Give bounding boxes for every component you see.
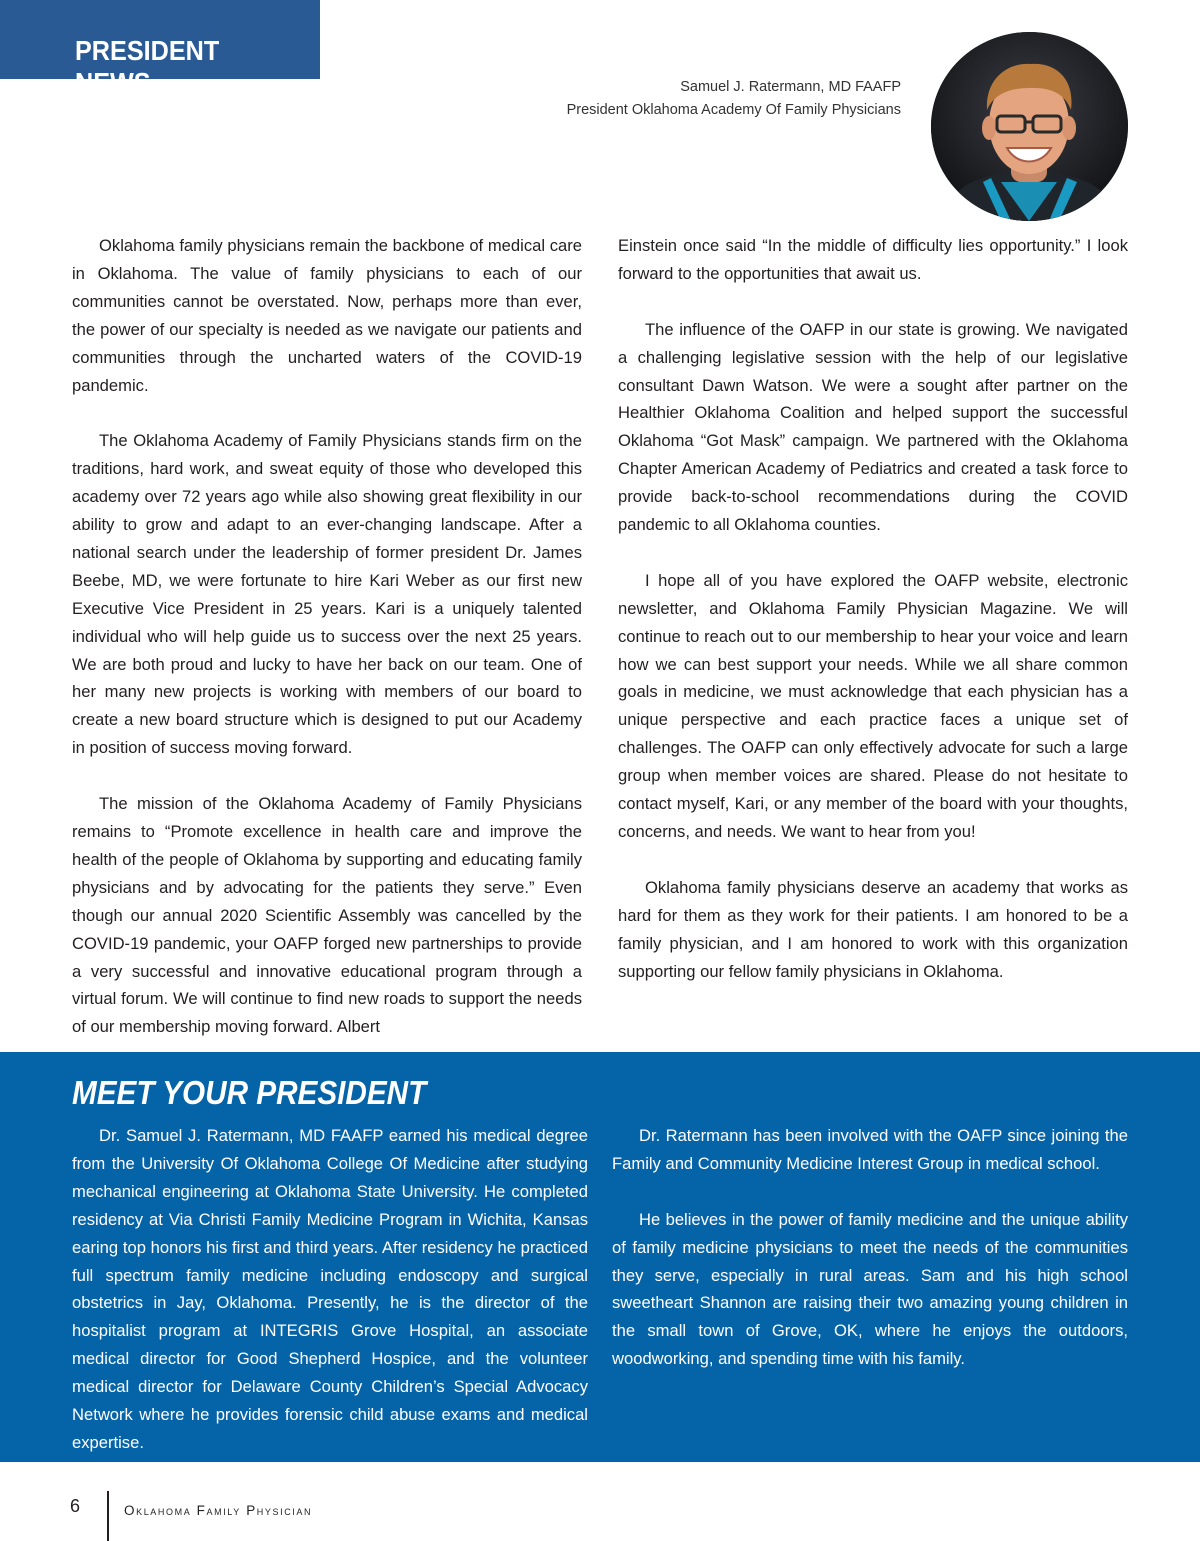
meet-paragraph: Dr. Samuel J. Ratermann, MD FAAFP earned his medical degree from the University Of Oklahoma College Of Medicine after studying mechanical engineering at Oklahoma State University. He completed residency at Via Christi Family Medicine Program in Wichita, Kansas earing top honors his first and third years. After residency he practiced full spectrum family medicine including endoscopy and surgical obstetrics in Jay, Oklahoma. Presently, he is the director of the hospitalist program at INTEGRIS Grove Hospital, an associate medical director for Good Shepherd Hospice, and the volunteer medical director for Delaware County Children’s Special Advocacy Network where he provides forensic child abuse exams and medical expertise.	[72, 1126, 588, 1452]
author-title: President Oklahoma Academy Of Family Physicians	[566, 102, 901, 118]
article-paragraph: I hope all of you have explored the OAFP website, electronic newsletter, and Oklahoma Family Physician Magazine. We will continue to reach out to our membership to hear your voice and learn how we can best support your needs. While we all share common goals in medicine, we must acknowledge that each physician has a unique perspective and each practice faces a unique set of challenges. The OAFP can only effectively advocate for such a large group when member voices are shared. Please do not hesitate to contact myself, Kari, or any member of the board with your thoughts, concerns, and needs. We want to hear from you!	[618, 570, 1128, 841]
article-paragraph: The influence of the OAFP in our state is growing. We navigated a challenging legislative session with the help of our legislative consultant Dawn Watson. We were a sought after partner on the Healthier Oklahoma Coalition and helped support the successful Oklahoma “Got Mask” campaign. We partnered with the Oklahoma Chapter American Academy of Pediatrics and created a task force to provide back-to-school recommendations during the COVID pandemic to all Oklahoma counties.	[618, 319, 1128, 535]
section-tag	[0, 0, 320, 98]
article-paragraph: Einstein once said “In the middle of difficulty lies opportunity.” I look forward to the opportunities that await us.	[618, 236, 1128, 283]
article-column-1	[72, 232, 582, 1069]
article-paragraph: Oklahoma family physicians deserve an academy that works as hard for them as they work for their patients. I am honored to be a family physician, and I am honored to work with this organization supporting our fellow family physicians in Oklahoma.	[618, 877, 1128, 981]
publication-name: Oklahoma Family Physician	[124, 1503, 313, 1518]
meet-president-heading: MEET YOUR PRESIDENT	[72, 1074, 427, 1111]
president-portrait	[931, 32, 1128, 221]
article-paragraph: Oklahoma family physicians remain the backbone of medical care in Oklahoma. The value of family physicians to each of our communities cannot be overstated. Now, perhaps more than ever, the power of our specialty is needed as we navigate our patients and communities through the uncharted waters of the COVID-19 pandemic.	[72, 236, 582, 395]
author-name: Samuel J. Ratermann, MD FAAFP	[680, 79, 901, 95]
meet-column-1	[72, 1122, 588, 1485]
article-paragraph: The mission of the Oklahoma Academy of Family Physicians remains to “Promote excellence in health care and improve the health of the people of Oklahoma by supporting and educating family physicians and by advocating for the patients they serve.” Even though our annual 2020 Scientific Assembly was cancelled by the COVID-19 pandemic, your OAFP forged new partnerships to provide a very successful and innovative educational program through a virtual forum. We will continue to find new roads to support the needs of our membership moving forward. Albert	[72, 794, 582, 1037]
meet-column-2	[612, 1122, 1128, 1401]
page-number: 6	[70, 1496, 81, 1516]
section-tag-label: PRESIDENT NEWS	[75, 35, 220, 98]
article-column-2	[618, 232, 1128, 1013]
meet-paragraph: He believes in the power of family medicine and the unique ability of family medicine physicians to meet the needs of the communities they serve, especially in rural areas. Sam and his high school sweetheart Shannon are raising their two amazing young children in the small town of Grove, OK, where he enjoys the outdoors, woodworking, and spending time with his family.	[612, 1209, 1128, 1369]
article-paragraph: The Oklahoma Academy of Family Physicians stands firm on the traditions, hard work, and sweat equity of those who developed this academy over 72 years ago while also showing great flexibility in our ability to grow and adapt to an ever-changing landscape. After a national search under the leadership of former president Dr. James Beebe, MD, we were fortunate to hire Kari Weber as our first new Executive Vice President in 25 years. Kari is a uniquely talented individual who will help guide us to success over the next 25 years. We are both proud and lucky to have her back on our team. One of her many new projects is working with members of our board to create a new board structure which is designed to put our Academy in position of success moving forward.	[72, 431, 582, 758]
meet-paragraph: Dr. Ratermann has been involved with the OAFP since joining the Family and Community Medicine Interest Group in medical school.	[612, 1126, 1128, 1173]
footer-divider	[107, 1491, 109, 1541]
author-byline	[567, 76, 901, 122]
meet-president-section	[0, 1052, 1200, 1462]
